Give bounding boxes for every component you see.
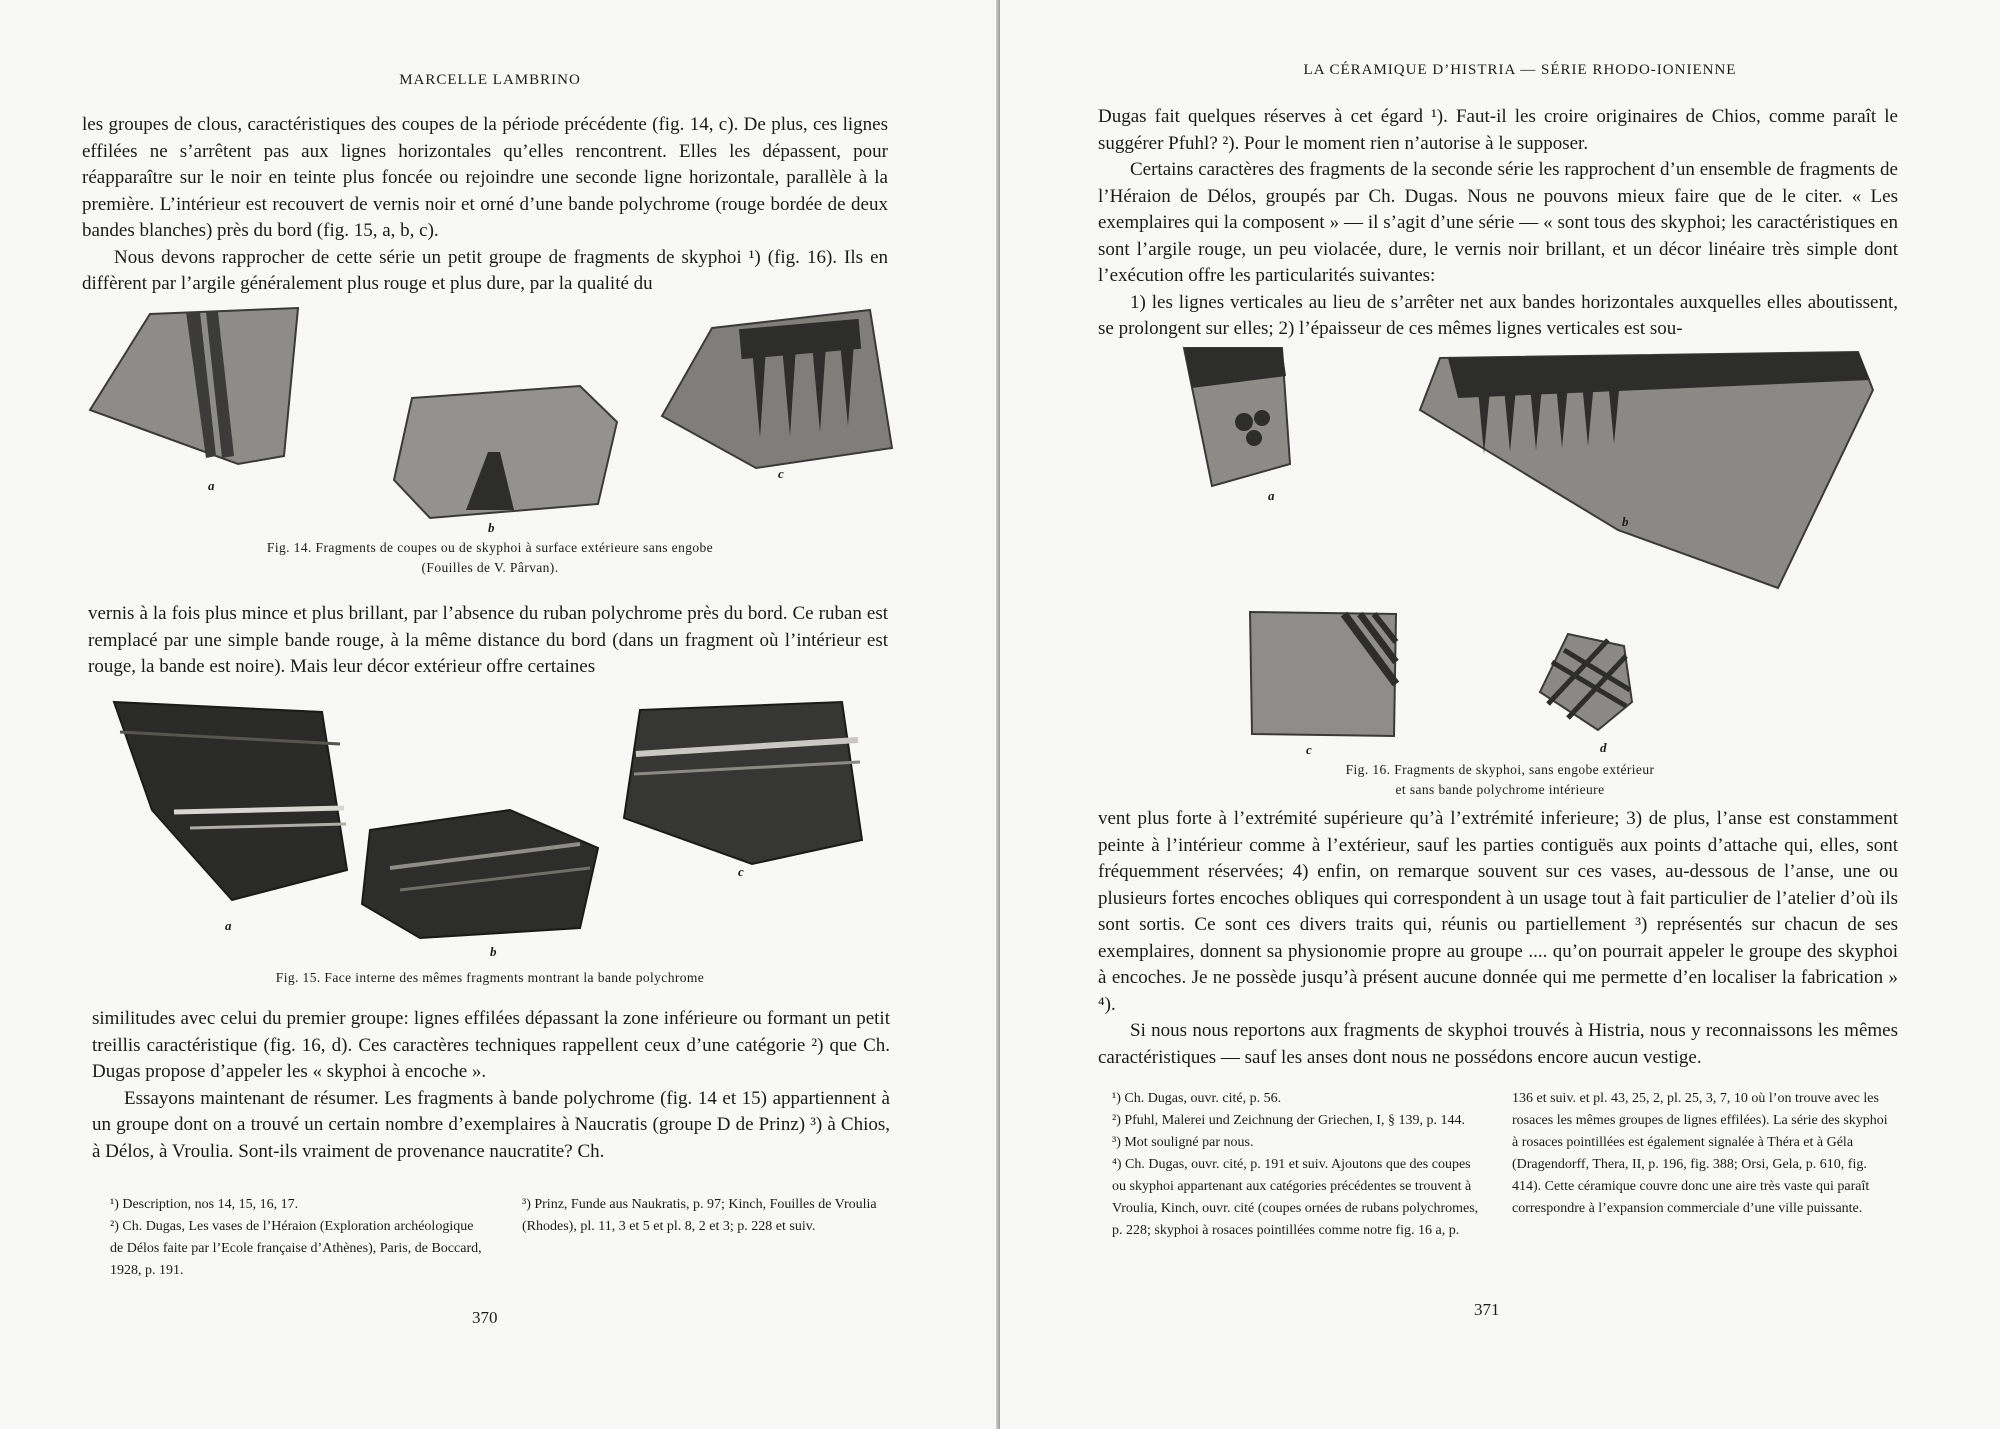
fig16-caption	[1240, 760, 1760, 800]
left-footnotes-col2	[522, 1194, 894, 1238]
fig14-label-c: c	[778, 466, 784, 481]
fig16-shard-b	[1418, 350, 1878, 588]
fig14-label-a: a	[208, 478, 215, 493]
fig16-label-c: c	[1306, 742, 1312, 757]
right-page	[1000, 0, 2000, 1429]
fig14-caption-line1: Fig. 14. Fragments de coupes ou de skyphoi à surface extérieure sans engobe	[266, 540, 714, 555]
right-para1-text: Dugas fait quelques réserves à cet égard ¹). Faut-il les croire originaires de Chios, comme paraît le suggérer Pfuhl? ²). Pour le moment rien n’autorise à le supposer.	[1098, 106, 1898, 154]
fig16-label-d: d	[1600, 740, 1607, 755]
fig14-label-b: b	[488, 520, 495, 535]
left-para3-text: vernis à la fois plus mince et plus brillant, par l’absence du ruban polychrome près du bord. Ce ruban est remplacé par une simple bande rouge, à la même distance du bord (dans un fragment où l’intérieur est rouge, la bande est noire). Mais leur décor extérieur offre certaines	[88, 603, 888, 677]
fig15-caption: Fig. 15. Face interne des mêmes fragments montrant la bande polychrome	[275, 970, 705, 985]
right-footnotes-col2	[1512, 1088, 1892, 1220]
fig16-label-b: b	[1622, 514, 1629, 529]
running-head-right: LA CÉRAMIQUE D’HISTRIA — SÉRIE RHODO-IONIENNE	[1303, 62, 1737, 78]
left-para1-text: les groupes de clous, caractéristiques des coupes de la période précédente (fig. 14, c). De plus, ces lignes effilées ne s’arrêtent pas aux lignes horizontales qu’elles rencontrent. Elles les dépassent, pour réapparaître sur le noir en teinte plus foncée ou rejoindre une seconde ligne horizontale, parallèle à la première. L’intérieur est recouvert de vernis noir et orné d’une bande polychrome (rouge bordée de deux bandes blanches) près du bord (fig. 15, a, b, c).	[82, 114, 888, 241]
right-footnote-3: ³) Mot souligné par nous.	[1112, 1135, 1254, 1150]
left-footnotes-col1	[110, 1194, 490, 1282]
right-footnotes-col1	[1112, 1088, 1486, 1242]
right-footnote-1: ¹) Ch. Dugas, ouvr. cité, p. 56.	[1112, 1091, 1282, 1106]
fig16-caption-line2: et sans bande polychrome intérieure	[1395, 782, 1605, 797]
left-footnote-2: ²) Ch. Dugas, Les vases de l’Héraion (Exploration archéologique de Délos faite par l’Ecole française d’Athènes), Paris, de Boccard, 1928, p. 191.	[110, 1219, 482, 1278]
right-paragraph-4	[1098, 806, 1898, 1071]
right-footnote-4-continued: 136 et suiv. et pl. 43, 25, 2, pl. 25, 3, 7, 10 où l’on trouve avec les rosaces les mêmes groupes de lignes effilées). La série des skyphoi à rosaces pointillées est également signalée à Théra et à Géla (Dragendorff, Thera, II, p. 196, fig. 388; Orsi, Gela, p. 610, fig. 414). Cette céramique couvre donc une aire très vaste qui paraît correspondre à l’expansion commerciale d’une ville puissante.	[1512, 1091, 1888, 1216]
fig15-label-c: c	[738, 864, 744, 879]
left-paragraph-4	[92, 1006, 890, 1165]
page-number-right: 371	[1474, 1300, 1500, 1319]
left-para4-text: similitudes avec celui du premier groupe: lignes effilées dépassant la zone inférieure ou formant un petit treillis caractéristique (fig. 16, d). Ces caractères techniques rappellent ceux d’une catégorie ²) que Ch. Dugas propose d’appeler les « skyphoi à encoche ».	[92, 1008, 890, 1082]
fig15-shard-b	[360, 808, 600, 938]
left-paragraph-1	[82, 112, 888, 298]
right-footnote-4: ⁴) Ch. Dugas, ouvr. cité, p. 191 et suiv. Ajoutons que des coupes ou skyphoi appartenant aux catégories précédentes se trouvent à Vroulia, Kinch, ouvr. cité (coupes ornées de rubans polychromes, p. 228; skyphoi à rosaces pointillées comme notre fig. 16 a, p.	[1112, 1157, 1479, 1238]
fig14-shard-a	[88, 306, 298, 466]
fig15-shard-c	[622, 700, 862, 864]
fig16-shard-c	[1248, 610, 1398, 738]
fig14-caption-line2: (Fouilles de V. Pârvan).	[421, 560, 559, 575]
right-para4-text: vent plus forte à l’extrémité supérieure qu’à l’extrémité inferieure; 3) de plus, l’anse est constamment peinte à l’intérieur comme à l’extérieur, sauf les parties contiguës aux points d’attache qui, elles, sont fréquemment réservées; 4) enfin, on remarque souvent sur ces vases, au-dessous de l’anse, une ou plusieurs fortes encoches obliques qui correspondent à un usage tout à fait particulier de l’atelier d’où ils sont sortis. Ce sont ces divers traits qui, réunis ou partiellement ³) représentés sur chacun de ses exemplaires, donnent sa physionomie propre au groupe .... qu’on pourrait appeler le groupe des skyphoi à encoches. Je ne possède jusqu’à présent aucune donnée qui me permette d’en localiser la fabrication » ⁴).	[1098, 808, 1898, 1015]
right-paragraph-1	[1098, 104, 1898, 343]
left-para5-text: Essayons maintenant de résumer. Les fragments à bande polychrome (fig. 14 et 15) appartiennent à un groupe dont on a trouvé un certain nombre d’exemplaires à Naucratis (groupe D de Prinz) ³) à Chios, à Délos, à Vroulia. Sont-ils vraiment de provenance naucratite? Ch.	[92, 1087, 890, 1162]
right-para5-text: Si nous nous reportons aux fragments de skyphoi trouvés à Histria, nous y reconnaissons les mêmes caractéristiques — sauf les anses dont nous ne possédons encore aucun vestige.	[1098, 1020, 1898, 1068]
fig14-shard-c	[660, 308, 892, 468]
running-head-left: MARCELLE LAMBRINO	[399, 72, 581, 88]
page-number-left: 370	[472, 1308, 498, 1327]
fig15-label-b: b	[490, 944, 497, 959]
fig14-caption	[160, 538, 820, 578]
right-para2-text: Certains caractères des fragments de la seconde série les rapprochent d’un ensemble de fragments de l’Héraion de Délos, groupés par Ch. Dugas. Nous ne pouvons mieux faire que de le citer. « Les exemplaires qui la composent » — il s’agit d’une série — « sont tous des skyphoi; les caractéristiques en sont l’argile rouge, un peu violacée, dure, le vernis noir brillant, et un décor linéaire très simple dont l’exécution offre les particularités suivantes:	[1098, 159, 1898, 286]
fig15-shard-a	[112, 700, 347, 900]
right-para3-text: 1) les lignes verticales au lieu de s’arrêter net aux bandes horizontales auxquelles elles aboutissent, se prolongent sur elles; 2) l’épaisseur de ces mêmes lignes verticales est sou-	[1098, 291, 1898, 339]
fig16-shard-a	[1182, 346, 1292, 486]
left-para2-text: Nous devons rapprocher de cette série un petit groupe de fragments de skyphoi ¹) (fig. 16). Ils en diffèrent par l’argile généralement plus rouge et plus dure, par la qualité du	[82, 246, 888, 294]
fig14-shard-b	[392, 384, 617, 518]
left-paragraph-3	[88, 601, 888, 681]
left-footnote-3: ³) Prinz, Funde aus Naukratis, p. 97; Kinch, Fouilles de Vroulia (Rhodes), pl. 11, 3 et 5 et pl. 8, 2 et 3; p. 228 et suiv.	[522, 1197, 877, 1234]
right-footnote-2: ²) Pfuhl, Malerei und Zeichnung der Griechen, I, § 139, p. 144.	[1112, 1113, 1465, 1128]
fig16-label-a: a	[1268, 488, 1275, 503]
fig16-caption-line1: Fig. 16. Fragments de skyphoi, sans engobe extérieur	[1345, 762, 1655, 777]
fig15-label-a: a	[225, 918, 232, 933]
fig16-shard-d	[1538, 632, 1634, 732]
left-footnote-1: ¹) Description, nos 14, 15, 16, 17.	[110, 1197, 299, 1212]
